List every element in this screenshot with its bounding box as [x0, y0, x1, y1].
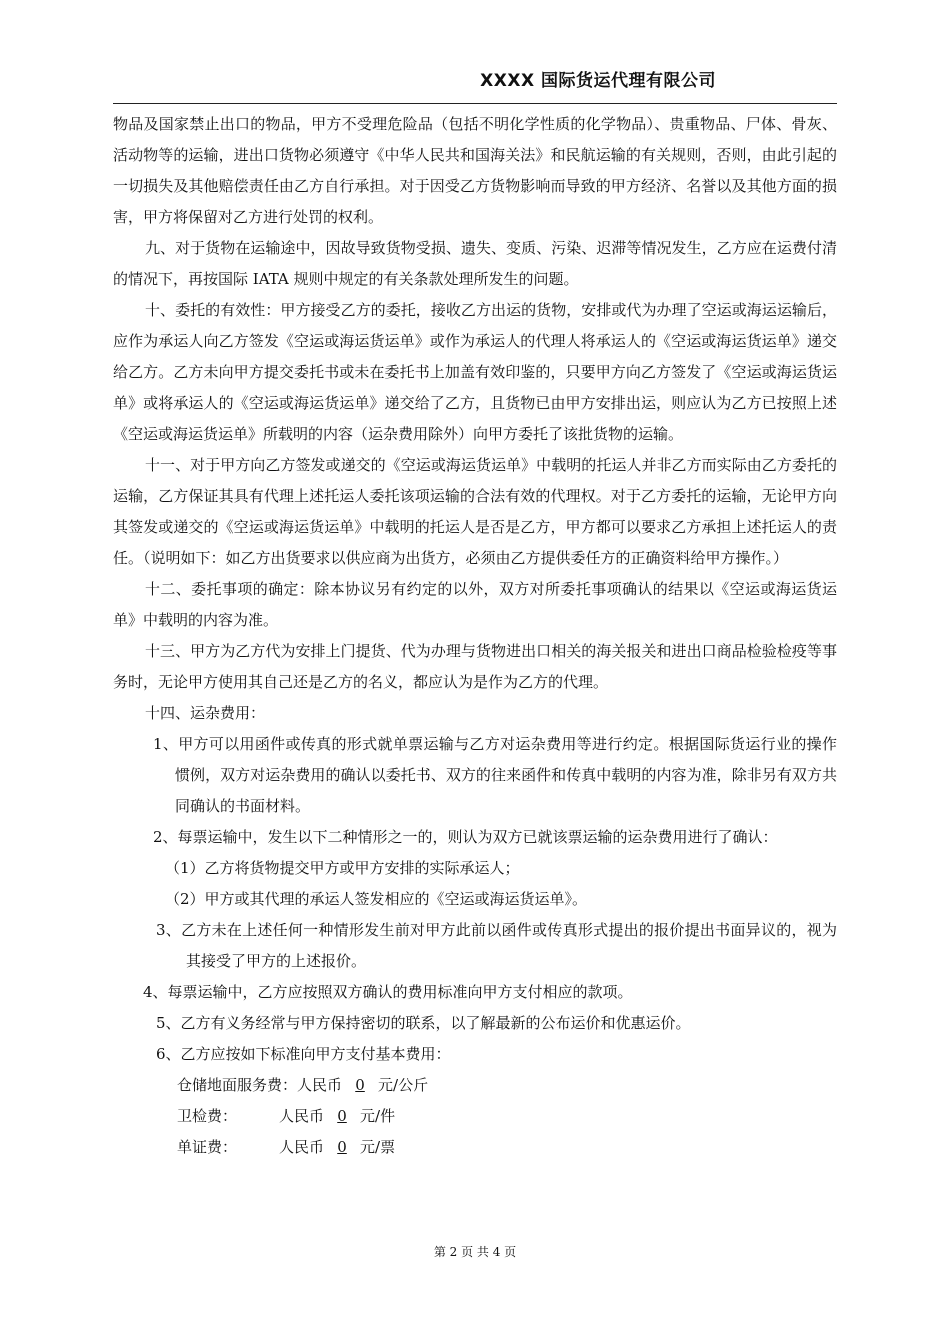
fee-currency: 人民币: [279, 1107, 325, 1125]
paragraph-continued: 物品及国家禁止出口的物品，甲方不受理危险品（包括不明化学性质的化学物品）、贵重物品、尸体、骨灰、活动物等的运输，进出口货物必须遵守《中华人民共和国海关法》和民航运输的有关规则，否则，由此引起的一切损失及其他赔偿责任由乙方自行承担。对于因受乙方货物影响而导致的甲方经济、名誉以及其他方面的损害，甲方将保留对乙方进行处罚的权利。: [113, 115, 837, 226]
fee-row-storage: [113, 1070, 837, 1101]
clause-10: 十、委托的有效性：甲方接受乙方的委托，接收乙方出运的货物，安排或代为办理了空运或海运运输后，应作为承运人向乙方签发《空运或海运货运单》或作为承运人的代理人将承运人的《空运或海运货运单》递交给乙方。乙方未向甲方提交委托书或未在委托书上加盖有效印鉴的，只要甲方向乙方签发了《空运或海运货运单》或将承运人的《空运或海运货运单》递交给了乙方，且货物已由甲方安排出运，则应认为乙方已按照上述《空运或海运货运单》所载明的内容（运杂费用除外）向甲方委托了该批货物的运输。: [113, 301, 837, 443]
clause-13: 十三、甲方为乙方代为安排上门提货、代为办理与货物进出口相关的海关报关和进出口商品检验检疫等事务时，无论甲方使用其自己还是乙方的名义，都应认为是作为乙方的代理。: [113, 642, 837, 691]
company-header-title: XXXX 国际货运代理有限公司: [480, 71, 716, 91]
fee-currency: 人民币: [297, 1076, 343, 1094]
clause-9: 九、对于货物在运输途中，因故导致货物受损、遗失、变质、污染、迟滞等情况发生，乙方应在运费付清的情况下，再按国际 IATA 规则中规定的有关条款处理所发生的问题。: [113, 239, 837, 288]
fee-unit: 元/票: [360, 1138, 396, 1156]
fee-amount: 0: [337, 1107, 347, 1125]
document-body: [113, 109, 837, 1163]
clause-14-item-3: 3、乙方未在上述任何一种情形发生前对甲方此前以函件或传真形式提出的报价提出书面异议的，视为其接受了甲方的上述报价。: [156, 921, 837, 970]
clause-14-heading: 十四、运杂费用：: [145, 704, 266, 722]
clause-14-item-4: 4、每票运输中，乙方应按照双方确认的费用标准向甲方支付相应的款项。: [143, 983, 633, 1001]
fee-label: 单证费：: [177, 1138, 238, 1156]
clause-14-item-1: 1、甲方可以用函件或传真的形式就单票运输与乙方对运杂费用等进行约定。根据国际货运行业的操作惯例，双方对运杂费用的确认以委托书、双方的往来函件和传真中载明的内容为准，除非另有双方共同确认的书面材料。: [153, 735, 837, 815]
fee-label: 仓储地面服务费：: [177, 1076, 298, 1094]
fee-unit: 元/件: [360, 1107, 396, 1125]
clause-14-item-5: 5、乙方有义务经常与甲方保持密切的联系，以了解最新的公布运价和优惠运价。: [156, 1014, 691, 1032]
clause-14-item-2-case-1: （1）乙方将货物提交甲方或甲方安排的实际承运人；: [165, 859, 520, 877]
clause-14-item-2: 2、每票运输中，发生以下二种情形之一的，则认为双方已就该票运输的运杂费用进行了确认：: [153, 828, 778, 846]
fee-amount: 0: [355, 1076, 365, 1094]
fee-label: 卫检费：: [177, 1107, 238, 1125]
clause-14-item-2-case-2: （2）甲方或其代理的承运人签发相应的《空运或海运货运单》。: [165, 890, 588, 908]
fee-amount: 0: [337, 1138, 347, 1156]
clause-12: 十二、委托事项的确定：除本协议另有约定的以外，双方对所委托事项确认的结果以《空运或海运货运单》中载明的内容为准。: [113, 580, 837, 629]
page-number: 第 2 页 共 4 页: [433, 1245, 517, 1259]
header-divider: [113, 103, 837, 104]
fee-row-documents: [113, 1132, 837, 1163]
clause-14-item-6: 6、乙方应按如下标准向甲方支付基本费用：: [156, 1045, 451, 1063]
fee-unit: 元/公斤: [378, 1076, 429, 1094]
fee-currency: 人民币: [279, 1138, 325, 1156]
fee-row-sanitary: [113, 1101, 837, 1132]
clause-11: 十一、对于甲方向乙方签发或递交的《空运或海运货运单》中载明的托运人并非乙方而实际由乙方委托的运输，乙方保证其具有代理上述托运人委托该项运输的合法有效的代理权。对于乙方委托的运输，无论甲方向其签发或递交的《空运或海运货运单》中载明的托运人是否是乙方，甲方都可以要求乙方承担上述托运人的责任。（说明如下：如乙方出货要求以供应商为出货方，必须由乙方提供委任方的正确资料给甲方操作。）: [113, 456, 837, 567]
